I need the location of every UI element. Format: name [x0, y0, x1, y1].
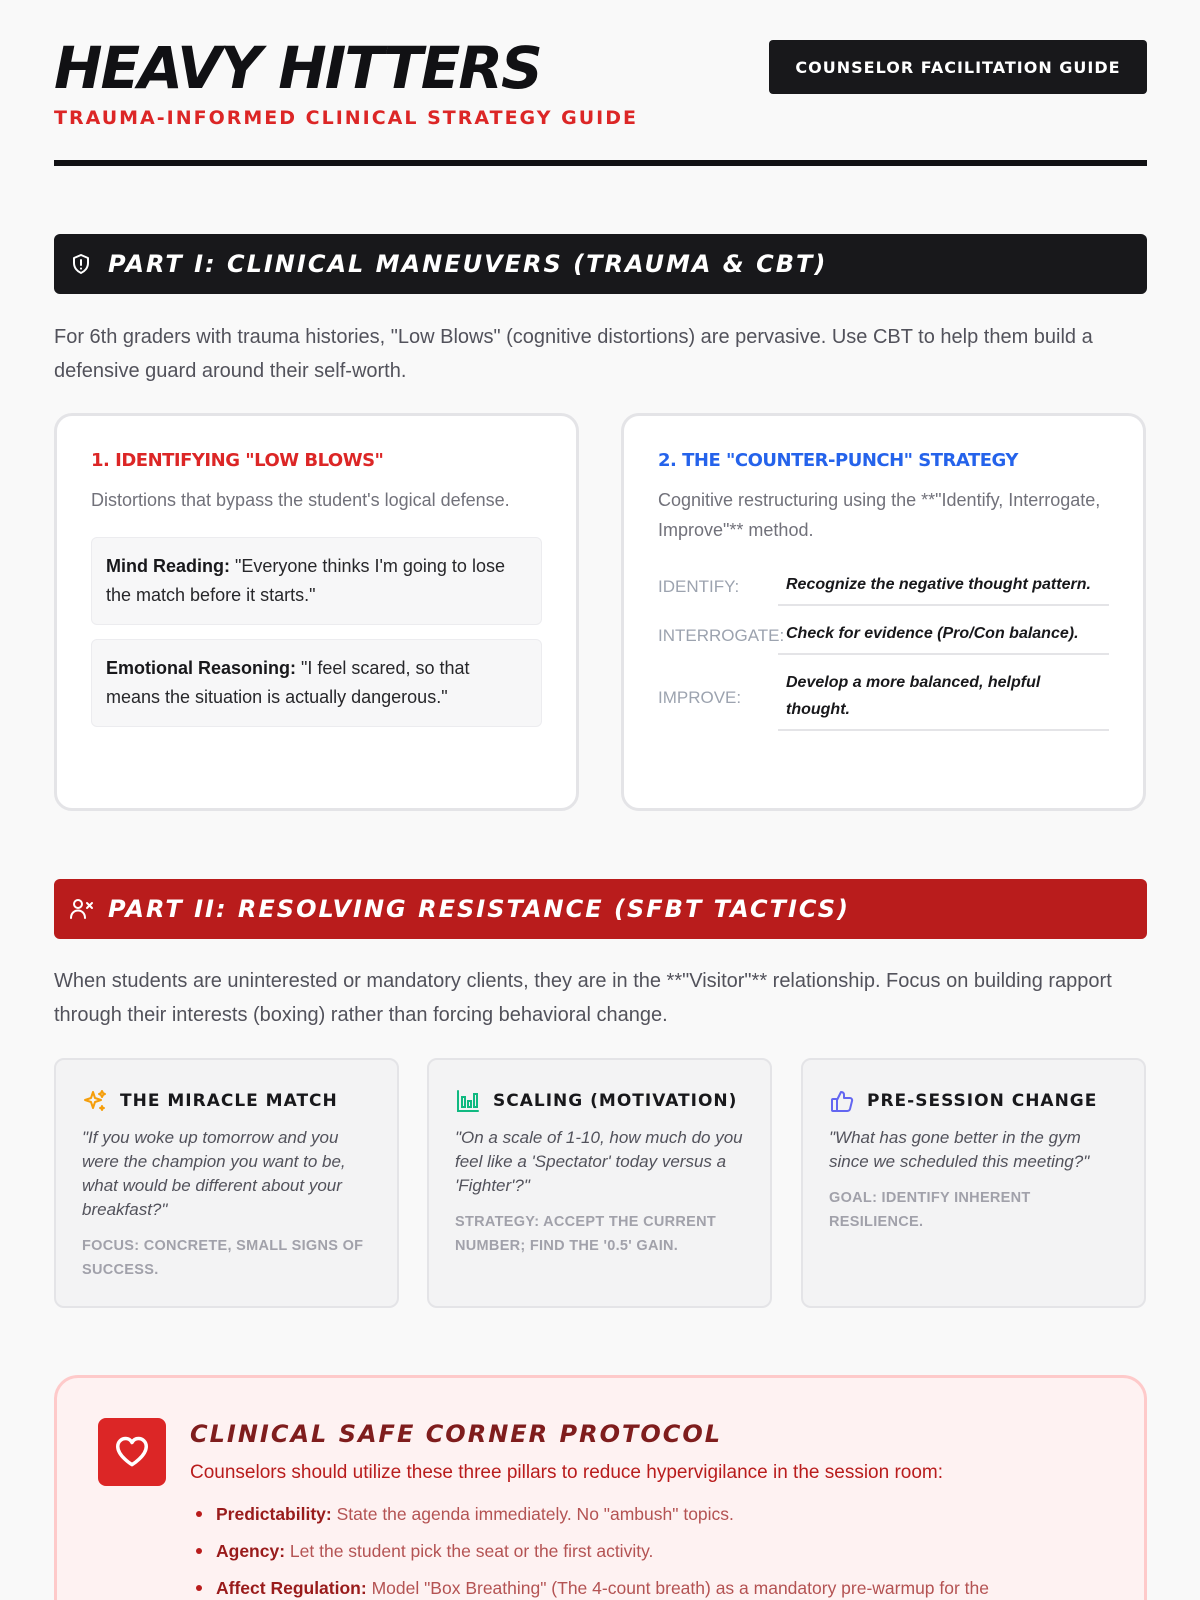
card-title: 1. IDENTIFYING "LOW BLOWS" — [91, 450, 384, 471]
page — [54, 0, 1147, 1598]
tactic-quote: "On a scale of 1-10, how much do you feel like a 'Spectator' today versus a 'Fighter'?" — [455, 1128, 743, 1195]
shield-alert-icon — [68, 251, 94, 277]
pillar-text: Model "Box Breathing" (The 4-count breath) as a mandatory pre-warmup for the — [366, 1578, 990, 1598]
list-item — [190, 1502, 1090, 1539]
pillar-term: Predictability: — [216, 1504, 332, 1524]
strategy-step — [658, 567, 1109, 606]
distortion-text: "Everyone thinks I'm going to lose the match before it starts." — [106, 556, 505, 605]
distortion-term: Emotional Reasoning: — [106, 658, 297, 678]
step-text: Develop a more balanced, helpful thought. — [778, 665, 1109, 731]
card-description: Distortions that bypass the student's logical defense. — [91, 490, 510, 510]
tactic-quote: "If you woke up tomorrow and you were the champion you want to be, what would be different about your breakfast?" — [82, 1128, 346, 1219]
distortion-example — [91, 537, 542, 625]
distortion-text: "I feel scared, so that means the situation is actually dangerous." — [106, 658, 470, 707]
user-x-icon — [68, 896, 94, 922]
miracle-match-card — [54, 1058, 399, 1308]
tactic-note: FOCUS: CONCRETE, SMALL SIGNS OF SUCCESS. — [82, 1238, 364, 1278]
card-title: 2. THE "COUNTER-PUNCH" STRATEGY — [658, 450, 1018, 471]
sparkles-icon — [82, 1088, 108, 1114]
distortion-term: Mind Reading: — [106, 556, 230, 576]
tactic-note: STRATEGY: ACCEPT THE CURRENT NUMBER; FIND THE '0.5' GAIN. — [455, 1214, 717, 1254]
part-1-heading: PART I: CLINICAL MANEUVERS (TRAUMA & CBT) — [108, 250, 828, 278]
step-label: INTERROGATE: — [658, 625, 785, 645]
step-text: Recognize the negative thought pattern. — [778, 567, 1109, 606]
pillar-list — [190, 1502, 1090, 1600]
safe-corner-title: CLINICAL SAFE CORNER PROTOCOL — [190, 1420, 723, 1448]
part-2-banner — [54, 879, 1147, 939]
card-description: Cognitive restructuring using the **"Identify, Interrogate, Improve"** method. — [658, 490, 1101, 540]
pillar-term: Agency: — [216, 1541, 286, 1561]
counter-punch-card — [621, 413, 1146, 811]
guide-badge: COUNSELOR FACILITATION GUIDE — [769, 40, 1147, 94]
low-blows-card — [54, 413, 579, 811]
pillar-term: Affect Regulation: — [216, 1578, 367, 1598]
header — [54, 0, 1147, 168]
bar-chart-icon — [455, 1088, 481, 1114]
page-title: HEAVY HITTERS — [54, 34, 541, 102]
part-1-banner — [54, 234, 1147, 294]
list-item — [190, 1576, 1090, 1600]
pillar-text: State the agenda immediately. No "ambush" topics. — [331, 1504, 734, 1524]
distortion-example — [91, 639, 542, 727]
pillar-text: Let the student pick the seat or the first activity. — [285, 1541, 654, 1561]
header-divider — [54, 160, 1147, 166]
strategy-step — [658, 616, 1109, 655]
pre-session-change-card — [801, 1058, 1146, 1308]
strategy-step — [658, 665, 1109, 731]
safe-corner-panel — [54, 1375, 1147, 1600]
tactic-title: SCALING (MOTIVATION) — [493, 1091, 738, 1111]
part-2-intro: When students are uninterested or mandatory clients, they are in the **"Visitor"** relationship. Focus on building rapport through their interests (boxing) rather than forcing behavioral change. — [54, 970, 1112, 1026]
part-2-heading: PART II: RESOLVING RESISTANCE (SFBT TACTICS) — [108, 895, 850, 923]
step-label: IMPROVE: — [658, 688, 742, 707]
list-item — [190, 1539, 1090, 1576]
step-text: Check for evidence (Pro/Con balance). — [778, 616, 1109, 655]
tactic-title: THE MIRACLE MATCH — [120, 1091, 338, 1111]
scaling-card — [427, 1058, 772, 1308]
tactic-title: PRE-SESSION CHANGE — [867, 1091, 1098, 1111]
tactic-note: GOAL: IDENTIFY INHERENT RESILIENCE. — [829, 1190, 1031, 1230]
tactic-quote: "What has gone better in the gym since we scheduled this meeting?" — [829, 1128, 1090, 1171]
part-1-intro: For 6th graders with trauma histories, "Low Blows" (cognitive distortions) are pervasive. Use CBT to help them build a defensive guard around their self-worth. — [54, 326, 1093, 382]
page-subtitle: TRAUMA-INFORMED CLINICAL STRATEGY GUIDE — [54, 107, 638, 129]
heart-icon — [98, 1418, 166, 1486]
thumbs-up-icon — [829, 1088, 855, 1114]
step-label: IDENTIFY: — [658, 576, 740, 596]
safe-corner-intro: Counselors should utilize these three pillars to reduce hypervigilance in the session room: — [190, 1462, 944, 1483]
